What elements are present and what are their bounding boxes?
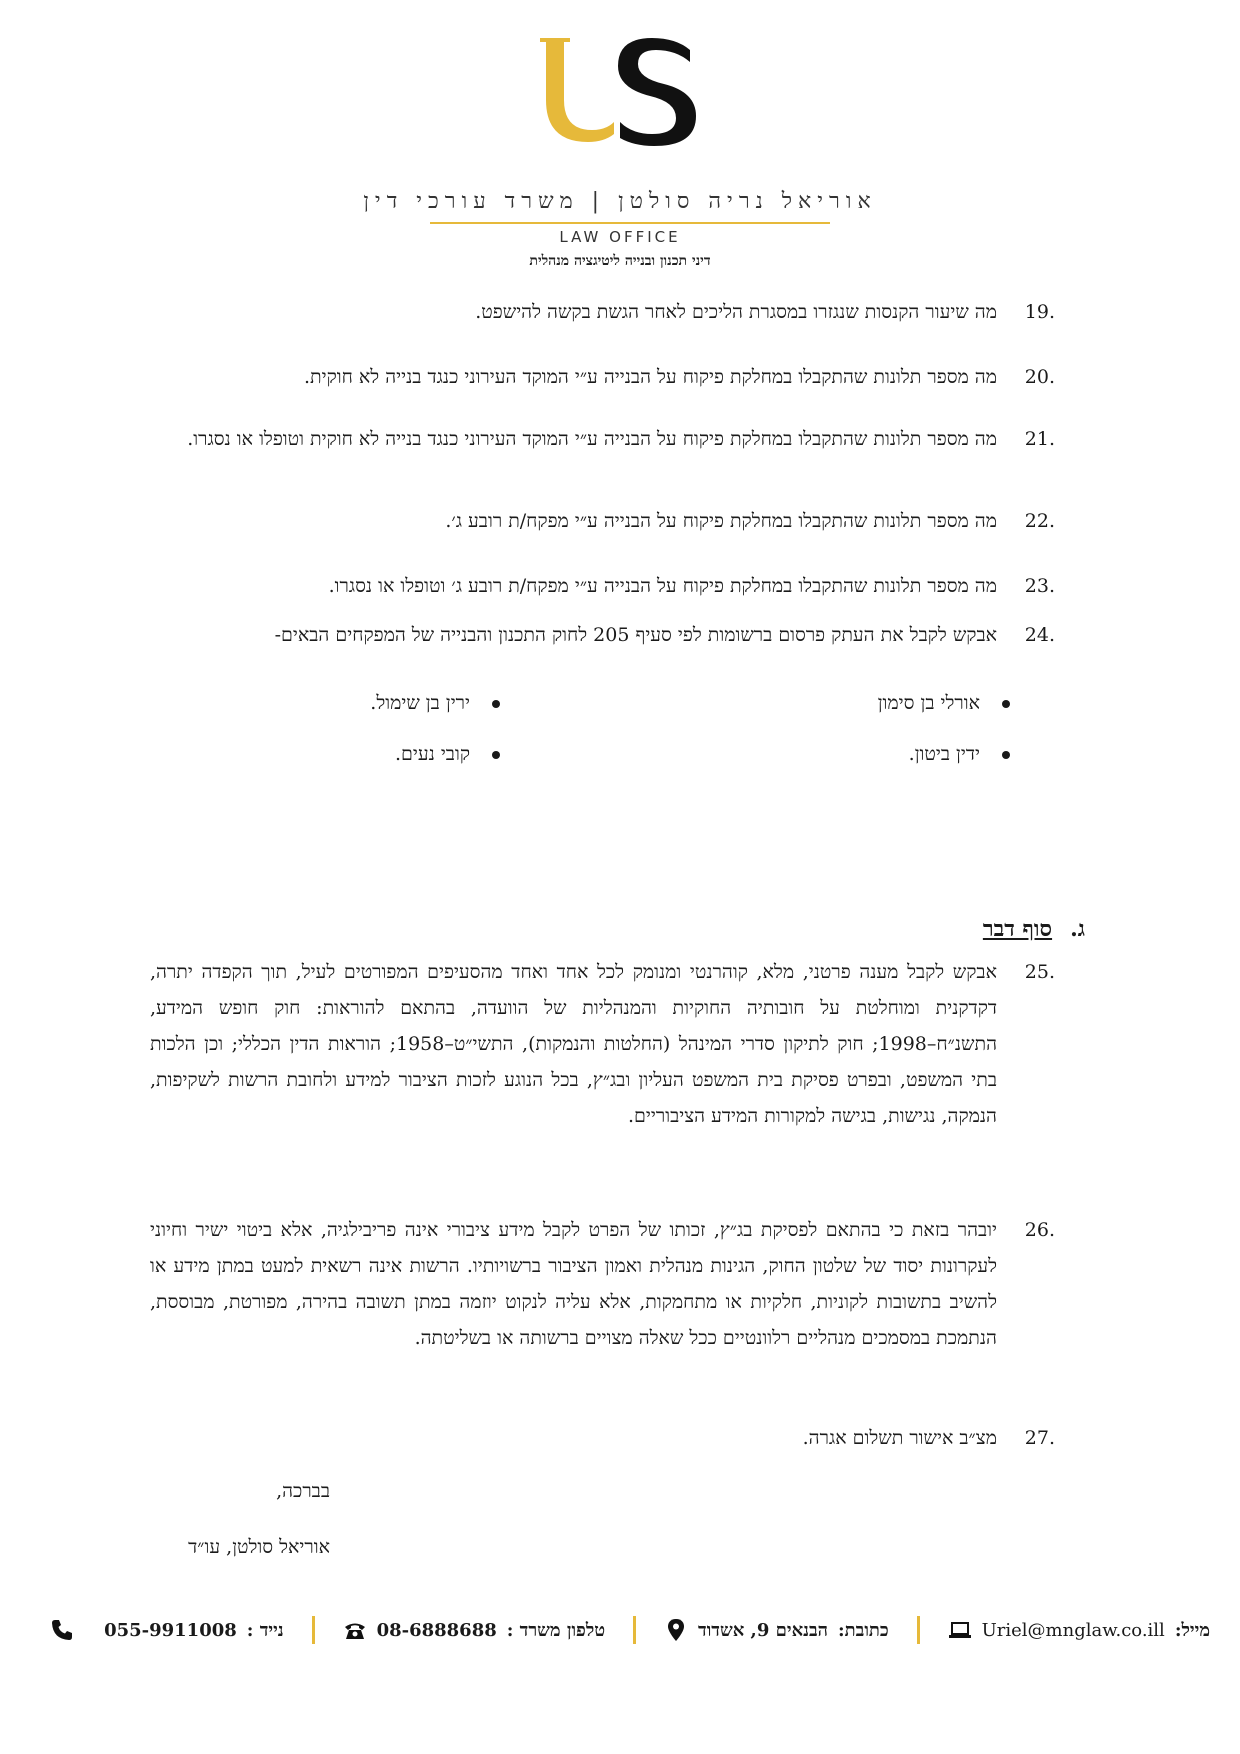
- firm-name: אוריאל נריה סולטן | משרד עורכי דין: [363, 189, 877, 214]
- footer-separator: [312, 1616, 315, 1644]
- item-number: 20.: [1024, 366, 1055, 388]
- letterhead: [0, 30, 1240, 269]
- mobile-label: נייד :: [246, 1619, 284, 1641]
- item-text: אבקש לקבל את העתק פרסום ברשומות לפי סעיף 205 לחוק התכנון והבנייה של המפקחים הבאים-: [274, 624, 997, 646]
- telephone-icon: [343, 1618, 367, 1642]
- list-item: [150, 954, 1055, 1134]
- office-phone-value[interactable]: 08-6888688: [376, 1619, 497, 1641]
- item-text: מה שיעור הקנסות שנגזרו במסגרת הליכים לאחר הגשת בקשה להישפט.: [475, 301, 997, 323]
- item-text: מה מספר תלונות שהתקבלו במחלקת פיקוח על הבנייה ע״י מפקח/ת רובע ג׳.: [445, 510, 997, 532]
- item-text: מה מספר תלונות שהתקבלו במחלקת פיקוח על הבנייה ע״י המוקד העירוני כנגד בנייה לא חוקית.: [303, 366, 997, 388]
- inspector-name: אורלי בן סימון: [877, 692, 980, 714]
- address-label: כתובת:: [838, 1619, 889, 1641]
- item-number: 26.: [1024, 1219, 1055, 1241]
- item-text: מה מספר תלונות שהתקבלו במחלקת פיקוח על הבנייה ע״י המוקד העירוני כנגד בנייה לא חוקית וטופלו או נסגרו.: [187, 428, 997, 450]
- inspector-bullet: [70, 739, 500, 769]
- contact-footer: [50, 1610, 1210, 1650]
- office-phone-label: טלפון משרד :: [506, 1619, 606, 1641]
- list-item: [150, 503, 1055, 539]
- email-value[interactable]: Uriel@mnglaw.co.ill: [981, 1619, 1165, 1641]
- footer-office-phone: [343, 1618, 606, 1642]
- section-letter: ג.: [1070, 916, 1085, 942]
- signature-name: אוריאל סולטן, עו״ד: [188, 1536, 330, 1558]
- section-title: סוף דבר: [982, 916, 1053, 942]
- practice-subtitle: דיני תכנון ובנייה ליטיגציה מנהלית: [529, 253, 711, 269]
- item-text: יובהר בזאת כי בהתאם לפסיקת בג״ץ, זכותו של הפרט לקבל מידע ציבורי אינה פריבילגיה, אלא ביטוי ישיר וחיוני לעקרונות יסוד של שלטון החוק, הגינות מנהלית ואמון הציבור ברשויותיו. הרשות אינה רשאית למעט במתן מידע או להשיב בתשובות לקוניות, חלקיות או מתחמקות, אלא עליה לנקוט יוזמה במתן תשובה בהירה, מפורטת, מבוססת, הנתמכת במסמכים מנהליים רלוונטיים ככל שאלה מצויים ברשותה או בשליטתה.: [150, 1219, 997, 1349]
- list-item: [150, 359, 1055, 395]
- inspector-name: ירין בן שימול.: [370, 692, 470, 714]
- list-item: [150, 294, 1055, 330]
- list-item: [150, 424, 1055, 455]
- list-item: [150, 617, 1055, 653]
- item-number: 24.: [1024, 624, 1055, 646]
- inspector-bullet: [70, 688, 500, 718]
- inspector-name: קובי נעים.: [394, 743, 470, 765]
- bullet-dot: [1002, 751, 1010, 759]
- item-text: אבקש לקבל מענה פרטני, מלא, קוהרנטי ומנומק לכל אחד ואחד מהסעיפים המפורטים לעיל, תוך הקפדה יתרה, דקדקנית ומוחלטת על חובותיה החוקיות והמנהליות של הוועדה, בהתאם להוראות: חוק חופש המידע, התשנ״ח–1998; חוק לתיקון סדרי המינהל (החלטות והנמקות), התשי״ט–1958; הוראות הדין הכללי; וכן הלכות בתי המשפט, ובפרט פסיקת בית המשפט העליון ובג״ץ, בכל הנוגע לזכות הציבור למידע ולחובת הרשות לשקיפות, הנמקה, נגישות, בגישה למקורות המידע הציבוריים.: [150, 961, 997, 1127]
- laptop-icon: [948, 1618, 972, 1642]
- location-pin-icon: [664, 1618, 688, 1642]
- item-number: 27.: [1024, 1427, 1055, 1449]
- inspector-bullet: [580, 739, 1010, 769]
- mobile-value[interactable]: 055-9911008: [104, 1619, 237, 1641]
- item-text: מצ״ב אישור תשלום אגרה.: [802, 1427, 997, 1449]
- header-divider: [430, 222, 830, 224]
- us-logo: [540, 38, 710, 148]
- item-text: מה מספר תלונות שהתקבלו במחלקת פיקוח על הבנייה ע״י מפקח/ת רובע ג׳ וטופלו או נסגרו.: [328, 575, 997, 597]
- inspector-bullet: [580, 688, 1010, 718]
- footer-email: [948, 1618, 1210, 1642]
- item-number: 22.: [1024, 510, 1055, 532]
- footer-separator: [917, 1616, 920, 1644]
- item-number: 21.: [1024, 428, 1055, 450]
- footer-address: [664, 1618, 889, 1642]
- list-item: [150, 1420, 1055, 1456]
- section-heading: [983, 916, 1085, 942]
- greeting: בברכה,: [276, 1480, 330, 1502]
- law-office-label: LAW OFFICE: [559, 228, 681, 246]
- item-number: 23.: [1024, 575, 1055, 597]
- inspector-name: ידין ביטון.: [908, 743, 980, 765]
- footer-separator: [633, 1616, 636, 1644]
- list-item: [150, 568, 1055, 604]
- item-number: 19.: [1024, 301, 1055, 323]
- bullet-dot: [492, 700, 500, 708]
- item-number: 25.: [1024, 961, 1055, 983]
- bullet-dot: [492, 751, 500, 759]
- phone-handset-icon: [50, 1618, 74, 1642]
- footer-mobile: [50, 1618, 284, 1642]
- bullet-dot: [1002, 700, 1010, 708]
- list-item: [150, 1212, 1055, 1356]
- email-label: מייל:: [1174, 1619, 1210, 1641]
- address-value: הבנאים 9, אשדוד: [698, 1619, 829, 1641]
